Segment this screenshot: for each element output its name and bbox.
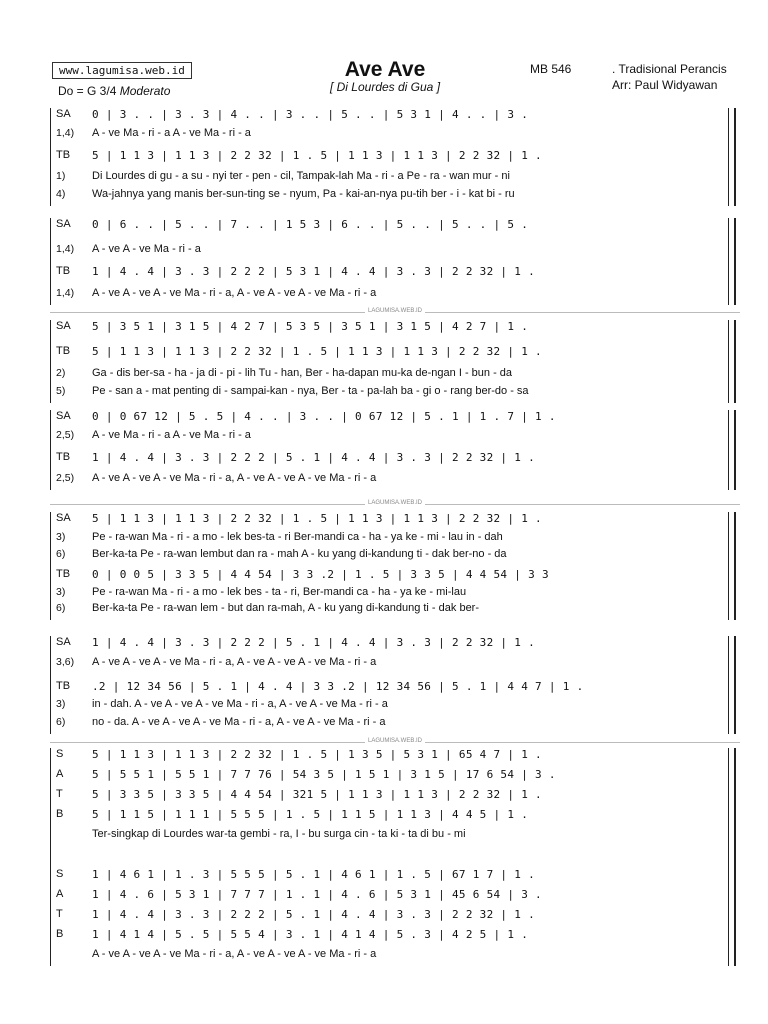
lyric-text: Ber-ka-ta Pe - ra-wan lem - but dan ra-mah, A - ku yang di-kandung ti - dak ber- — [92, 602, 480, 614]
cipher-notes: .2 | 12 34 56 | 5 . 1 | 4 . 4 | 3 3 .2 | 12 34 56 | 5 . 1 | 4 4 7 | 1 . — [92, 680, 584, 693]
voice-label: SA — [56, 636, 71, 648]
voice-label: TB — [56, 568, 71, 580]
cipher-notes: 1 | 4 6 1 | 1 . 3 | 5 5 5 | 5 . 1 | 4 6 1 | 1 . 5 | 67 1 7 | 1 . — [92, 868, 536, 881]
cipher-notes: 0 | 3 . . | 3 . 3 | 4 . . | 3 . . | 5 . . | 5 3 1 | 4 . . | 3 . — [92, 108, 529, 121]
voice-label: TB — [56, 265, 71, 277]
voice-label: 2) — [56, 367, 66, 379]
score-system-2 — [50, 218, 740, 305]
notation-line — [56, 218, 740, 235]
voice-label: A — [56, 768, 64, 780]
lyric-text: A - ve Ma - ri - a A - ve Ma - ri - a — [92, 429, 251, 441]
lyric-line — [56, 531, 740, 548]
lyric-text: Pe - ra-wan Ma - ri - a mo - lek bes - ta - ri, Ber-mandi ca - ha - ya ke - mi-lau — [92, 586, 467, 598]
tempo-text: Moderato — [119, 84, 171, 98]
score-system-5 — [50, 512, 740, 620]
voice-label: T — [56, 908, 63, 920]
song-origin: . Tradisional Perancis — [612, 62, 727, 76]
cipher-notes: 1 | 4 . 4 | 3 . 3 | 2 2 2 | 5 3 1 | 4 . 4 | 3 . 3 | 2 2 32 | 1 . — [92, 265, 536, 278]
cipher-notes: 1 | 4 1 4 | 5 . 5 | 5 5 4 | 3 . 1 | 4 1 4 | 5 . 3 | 4 2 5 | 1 . — [92, 928, 529, 941]
voice-label: 4) — [56, 188, 66, 200]
notation-line — [56, 868, 740, 885]
watermark-divider — [50, 308, 740, 323]
lyric-line — [56, 948, 740, 965]
lyric-line — [56, 472, 740, 489]
notation-line — [56, 410, 740, 427]
score-system-3 — [50, 320, 740, 403]
score-system-4 — [50, 410, 740, 490]
lyric-text: A - ve A - ve A - ve Ma - ri - a, A - ve A - ve A - ve Ma - ri - a — [92, 948, 377, 960]
notation-line — [56, 908, 740, 925]
cipher-notes: 1 | 4 . 4 | 3 . 3 | 2 2 2 | 5 . 1 | 4 . 4 | 3 . 3 | 2 2 32 | 1 . — [92, 908, 536, 921]
lyric-text: Wa-jahnya yang manis ber-sun-ting se - nyum, Pa - kai-an-nya pu-tih ber - i - kat bi - ru — [92, 188, 515, 200]
lyric-line — [56, 429, 740, 446]
notation-line — [56, 636, 740, 653]
system-brace — [50, 108, 53, 206]
lyric-line — [56, 586, 740, 603]
voice-label: 3) — [56, 698, 66, 710]
voice-label: SA — [56, 512, 71, 524]
lyric-text: A - ve A - ve A - ve Ma - ri - a, A - ve A - ve A - ve Ma - ri - a — [92, 287, 377, 299]
lyric-text: Ber-ka-ta Pe - ra-wan lembut dan ra - mah A - ku yang di-kandung ti - dak ber-no - da — [92, 548, 507, 560]
voice-label: 6) — [56, 548, 66, 560]
voice-label: TB — [56, 345, 71, 357]
voice-label: 6) — [56, 716, 66, 728]
lyric-line — [56, 548, 740, 565]
lyric-line — [56, 656, 740, 673]
watermark-text: LAGUMISA.WEB.ID — [365, 308, 425, 314]
cipher-notes: 1 | 4 . 4 | 3 . 3 | 2 2 2 | 5 . 1 | 4 . 4 | 3 . 3 | 2 2 32 | 1 . — [92, 451, 536, 464]
system-brace — [50, 410, 53, 490]
cipher-notes: 5 | 3 3 5 | 3 3 5 | 4 4 54 | 321 5 | 1 1 3 | 1 1 3 | 2 2 32 | 1 . — [92, 788, 542, 801]
voice-label: 5) — [56, 385, 66, 397]
notation-line — [56, 265, 740, 282]
lyric-text: A - ve A - ve A - ve Ma - ri - a, A - ve A - ve A - ve Ma - ri - a — [92, 472, 377, 484]
lyric-text: A - ve A - ve A - ve Ma - ri - a, A - ve A - ve A - ve Ma - ri - a — [92, 656, 377, 668]
voice-label: 2,5) — [56, 429, 75, 441]
lyric-line — [56, 828, 740, 845]
watermark-text: LAGUMISA.WEB.ID — [365, 738, 425, 744]
lyric-text: A - ve A - ve Ma - ri - a — [92, 243, 201, 255]
lyric-text: in - dah. A - ve A - ve A - ve Ma - ri - a, A - ve A - ve Ma - ri - a — [92, 698, 388, 710]
notation-line — [56, 108, 740, 125]
notation-line — [56, 788, 740, 805]
voice-label: 1) — [56, 170, 66, 182]
voice-label: 1,4) — [56, 287, 75, 299]
watermark-divider — [50, 500, 740, 515]
hymn-number: MB 546 — [530, 62, 572, 76]
notation-line — [56, 149, 740, 166]
voice-label: TB — [56, 451, 71, 463]
lyric-line — [56, 243, 740, 260]
system-brace — [50, 748, 53, 868]
score-system-7 — [50, 748, 740, 868]
arranger: Arr: Paul Widyawan — [612, 78, 718, 92]
lyric-line — [56, 170, 740, 187]
song-title: Ave Ave — [344, 58, 426, 81]
watermark-divider — [50, 738, 740, 753]
lyric-line — [56, 385, 740, 402]
lyric-text: Ga - dis ber-sa - ha - ja di - pi - lih Tu - han, Ber - ha-dapan mu-ka de-ngan I - bun - da — [92, 367, 513, 379]
cipher-notes: 0 | 0 67 12 | 5 . 5 | 4 . . | 3 . . | 0 67 12 | 5 . 1 | 1 . 7 | 1 . — [92, 410, 556, 423]
notation-line — [56, 808, 740, 825]
notation-line — [56, 451, 740, 468]
cipher-notes: 5 | 1 1 3 | 1 1 3 | 2 2 32 | 1 . 5 | 1 1 3 | 1 1 3 | 2 2 32 | 1 . — [92, 512, 542, 525]
notation-line — [56, 568, 740, 585]
system-brace — [50, 868, 53, 966]
cipher-notes: 5 | 1 1 3 | 1 1 3 | 2 2 32 | 1 . 5 | 1 3 5 | 5 3 1 | 65 4 7 | 1 . — [92, 748, 542, 761]
voice-label: 3) — [56, 586, 66, 598]
cipher-notes: 5 | 3 5 1 | 3 1 5 | 4 2 7 | 5 3 5 | 3 5 1 | 3 1 5 | 4 2 7 | 1 . — [92, 320, 529, 333]
system-brace — [50, 218, 53, 305]
voice-label: B — [56, 808, 64, 820]
key-signature — [58, 84, 170, 98]
lyric-text: Pe - ra-wan Ma - ri - a mo - lek bes-ta - ri Ber-mandi ca - ha - ya ke - mi - lau in - dah — [92, 531, 503, 543]
voice-label: TB — [56, 149, 71, 161]
voice-label: TB — [56, 680, 71, 692]
notation-line — [56, 680, 740, 697]
notation-line — [56, 888, 740, 905]
cipher-notes: 5 | 1 1 3 | 1 1 3 | 2 2 32 | 1 . 5 | 1 1 3 | 1 1 3 | 2 2 32 | 1 . — [92, 345, 542, 358]
voice-label: 3) — [56, 531, 66, 543]
voice-label: S — [56, 748, 64, 760]
lyric-line — [56, 287, 740, 304]
voice-label: 1,4) — [56, 243, 75, 255]
lyric-text: Ter-singkap di Lourdes war-ta gembi - ra, I - bu surga cin - ta ki - ta di bu - mi — [92, 828, 466, 840]
cipher-notes: 1 | 4 . 6 | 5 3 1 | 7 7 7 | 1 . 1 | 4 . 6 | 5 3 1 | 45 6 54 | 3 . — [92, 888, 542, 901]
lyric-text: A - ve Ma - ri - a A - ve Ma - ri - a — [92, 127, 251, 139]
voice-label: 2,5) — [56, 472, 75, 484]
voice-label: A — [56, 888, 64, 900]
notation-line — [56, 928, 740, 945]
cipher-notes: 0 | 6 . . | 5 . . | 7 . . | 1 5 3 | 6 . . | 5 . . | 5 . . | 5 . — [92, 218, 529, 231]
cipher-notes: 5 | 1 1 3 | 1 1 3 | 2 2 32 | 1 . 5 | 1 1 3 | 1 1 3 | 2 2 32 | 1 . — [92, 149, 542, 162]
lyric-line — [56, 602, 740, 619]
watermark-text: LAGUMISA.WEB.ID — [365, 500, 425, 506]
notation-line — [56, 345, 740, 362]
system-brace — [50, 636, 53, 734]
lyric-line — [56, 698, 740, 715]
voice-label: S — [56, 868, 64, 880]
voice-label: T — [56, 788, 63, 800]
score-system-1 — [50, 108, 740, 206]
cipher-notes: 5 | 1 1 5 | 1 1 1 | 5 5 5 | 1 . 5 | 1 1 5 | 1 1 3 | 4 4 5 | 1 . — [92, 808, 529, 821]
site-url[interactable]: www.lagumisa.web.id — [52, 62, 192, 79]
system-brace — [50, 320, 53, 403]
voice-label: B — [56, 928, 64, 940]
lyric-text: Pe - san a - mat penting di - sampai-kan - nya, Ber - ta - pa-lah ba - gi o - rang ber-do - sa — [92, 385, 529, 397]
lyric-line — [56, 716, 740, 733]
lyric-line — [56, 127, 740, 144]
score-system-6 — [50, 636, 740, 734]
lyric-text: Di Lourdes di gu - a su - nyi ter - pen - cil, Tampak-lah Ma - ri - a Pe - ra - wan mur - ni — [92, 170, 510, 182]
voice-label: 6) — [56, 602, 66, 614]
score-system-8 — [50, 868, 740, 966]
cipher-notes: 0 | 0 0 5 | 3 3 5 | 4 4 54 | 3 3 .2 | 1 . 5 | 3 3 5 | 4 4 54 | 3 3 — [92, 568, 549, 581]
cipher-notes: 5 | 5 5 1 | 5 5 1 | 7 7 76 | 54 3 5 | 1 5 1 | 3 1 5 | 17 6 54 | 3 . — [92, 768, 556, 781]
system-brace — [50, 512, 53, 620]
voice-label: SA — [56, 218, 71, 230]
voice-label: 3,6) — [56, 656, 75, 668]
cipher-notes: 1 | 4 . 4 | 3 . 3 | 2 2 2 | 5 . 1 | 4 . 4 | 3 . 3 | 2 2 32 | 1 . — [92, 636, 536, 649]
voice-label: SA — [56, 108, 71, 120]
voice-label: 1,4) — [56, 127, 75, 139]
lyric-text: no - da. A - ve A - ve A - ve Ma - ri - a, A - ve A - ve Ma - ri - a — [92, 716, 386, 728]
voice-label: SA — [56, 410, 71, 422]
lyric-line — [56, 367, 740, 384]
key-text: Do = G 3/4 — [58, 84, 117, 98]
notation-line — [56, 768, 740, 785]
lyric-line — [56, 188, 740, 205]
voice-label: SA — [56, 320, 71, 332]
song-subtitle: [ Di Lourdes di Gua ] — [329, 80, 441, 94]
